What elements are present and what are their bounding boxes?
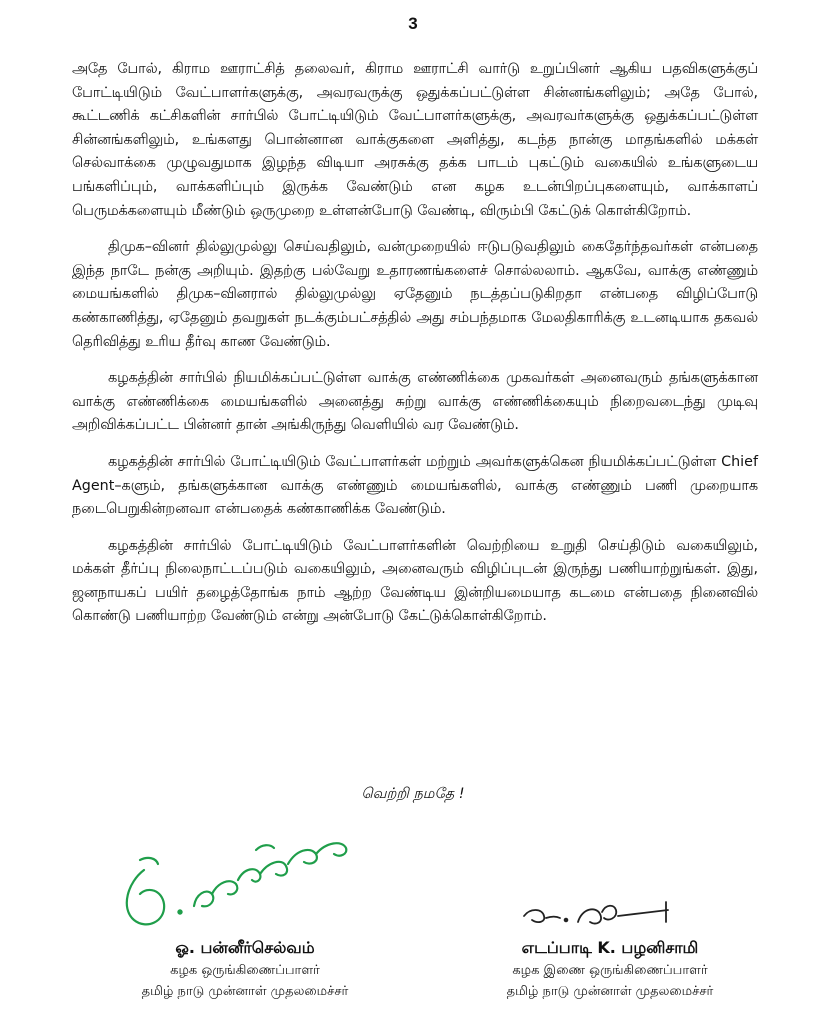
signatory-role: கழக ஒருங்கிணைப்பாளர் xyxy=(170,963,320,978)
letter-body xyxy=(72,58,758,642)
paragraph-4: கழகத்தின் சார்பில் போட்டியிடும் வேட்பாளர்கள் மற்றும் அவர்களுக்கென நியமிக்கப்பட்டுள்ள Chief Agent–களும், தங்களுக்கான வாக்கு எண்ணும் மையங்களில், வாக்கு எண்ணும் பணி முறையாக நடைபெறுகின்றனவா என்பதைக் கண்காணிக்க வேண்டும். xyxy=(72,453,758,518)
signature-left-icon xyxy=(106,820,366,935)
signatory-name: எடப்பாடி K. பழனிசாமி xyxy=(521,938,699,957)
signatory-left xyxy=(80,936,410,1002)
paragraph-3: கழகத்தின் சார்பில் நியமிக்கப்பட்டுள்ள வாக்கு எண்ணிக்கை முகவர்கள் அனைவரும் தங்களுக்கான வாக்கு எண்ணிக்கை மையங்களில் அனைத்து சுற்று வாக்கு எண்ணிக்கையும் நிறைவடைந்து முடிவு அறிவிக்கப்பட்ட பின்னர் தான் அங்கிருந்து வெளியில் வர வேண்டும். xyxy=(72,370,758,434)
signatory-right xyxy=(440,936,780,1002)
signature-right-icon xyxy=(516,898,676,938)
paragraph-1: அதே போல், கிராம ஊராட்சித் தலைவர், கிராம ஊராட்சி வார்டு உறுப்பினர் ஆகிய பதவிகளுக்குப் போட்டியிடும் வேட்பாளர்களுக்கு, அவரவருக்கு ஒதுக்கப்பட்டுள்ள சின்னங்களிலும்; அதே போல், கூட்டணிக் கட்சிகளின் சார்பில் போட்டியிடும் வேட்பாளர்களுக்கு, அவரவர்களுக்கு ஒதுக்கப்பட்டுள்ள சின்னங்களிலும், உங்களது பொன்னான வாக்குகளை அளித்து, கடந்த நான்கு மாதங்களில் மக்கள் செல்வாக்கை முழுவதுமாக இழந்த விடியா அரசுக்கு தக்க பாடம் புகட்டும் வகையில் உங்களுடைய பங்களிப்பும், வாக்களிப்பும் இருக்க வேண்டும் என கழக உடன்பிறப்புகளையும், வாக்காளப் பெருமக்களையும் மீண்டும் ஒருமுறை உள்ளன்போடு வேண்டி, விரும்பி கேட்டுக் கொள்கிறோம். xyxy=(72,61,758,219)
signatory-title: தமிழ் நாடு முன்னாள் முதலமைச்சர் xyxy=(141,984,349,999)
signatory-title: தமிழ் நாடு முன்னாள் முதலமைச்சர் xyxy=(506,984,714,999)
closing-slogan: வெற்றி நமதே ! xyxy=(361,786,465,802)
signatory-role: கழக இணை ஒருங்கிணைப்பாளர் xyxy=(512,963,708,978)
paragraph-2: திமுக–வினர் தில்லுமுல்லு செய்வதிலும், வன்முறையில் ஈடுபடுவதிலும் கைதேர்ந்தவர்கள் என்பதை இந்த நாடே நன்கு அறியும். இதற்கு பல்வேறு உதாரணங்களைச் சொல்லலாம். ஆகவே, வாக்கு எண்ணும் மையங்களில் திமுக–வினரால் தில்லுமுல்லு ஏதேனும் நடத்தப்படுகிறதா என்பதை விழிப்போடு கண்காணித்து, ஏதேனும் தவறுகள் நடக்கும்பட்சத்தில் அது சம்பந்தமாக மேலதிகாரிக்கு உடனடியாக தகவல் தெரிவித்து உரிய தீர்வு காண வேண்டும். xyxy=(72,239,758,350)
page-number: 3 xyxy=(408,14,418,33)
signatory-name: ஓ. பன்னீர்செல்வம் xyxy=(175,938,315,957)
paragraph-5: கழகத்தின் சார்பில் போட்டியிடும் வேட்பாளர்களின் வெற்றியை உறுதி செய்திடும் வகையிலும், மக்கள் தீர்ப்பு நிலைநாட்டப்படும் வகையிலும், அனைவரும் விழிப்புடன் இருந்து பணியாற்றுங்கள். இது, ஜனநாயகப் பயிர் தழைத்தோங்க நாம் ஆற்ற வேண்டிய இன்றியமையாத கடமை என்பதை நினைவில் கொண்டு பணியாற்ற வேண்டும் என்று அன்போடு கேட்டுக்கொள்கிறோம். xyxy=(72,537,758,625)
